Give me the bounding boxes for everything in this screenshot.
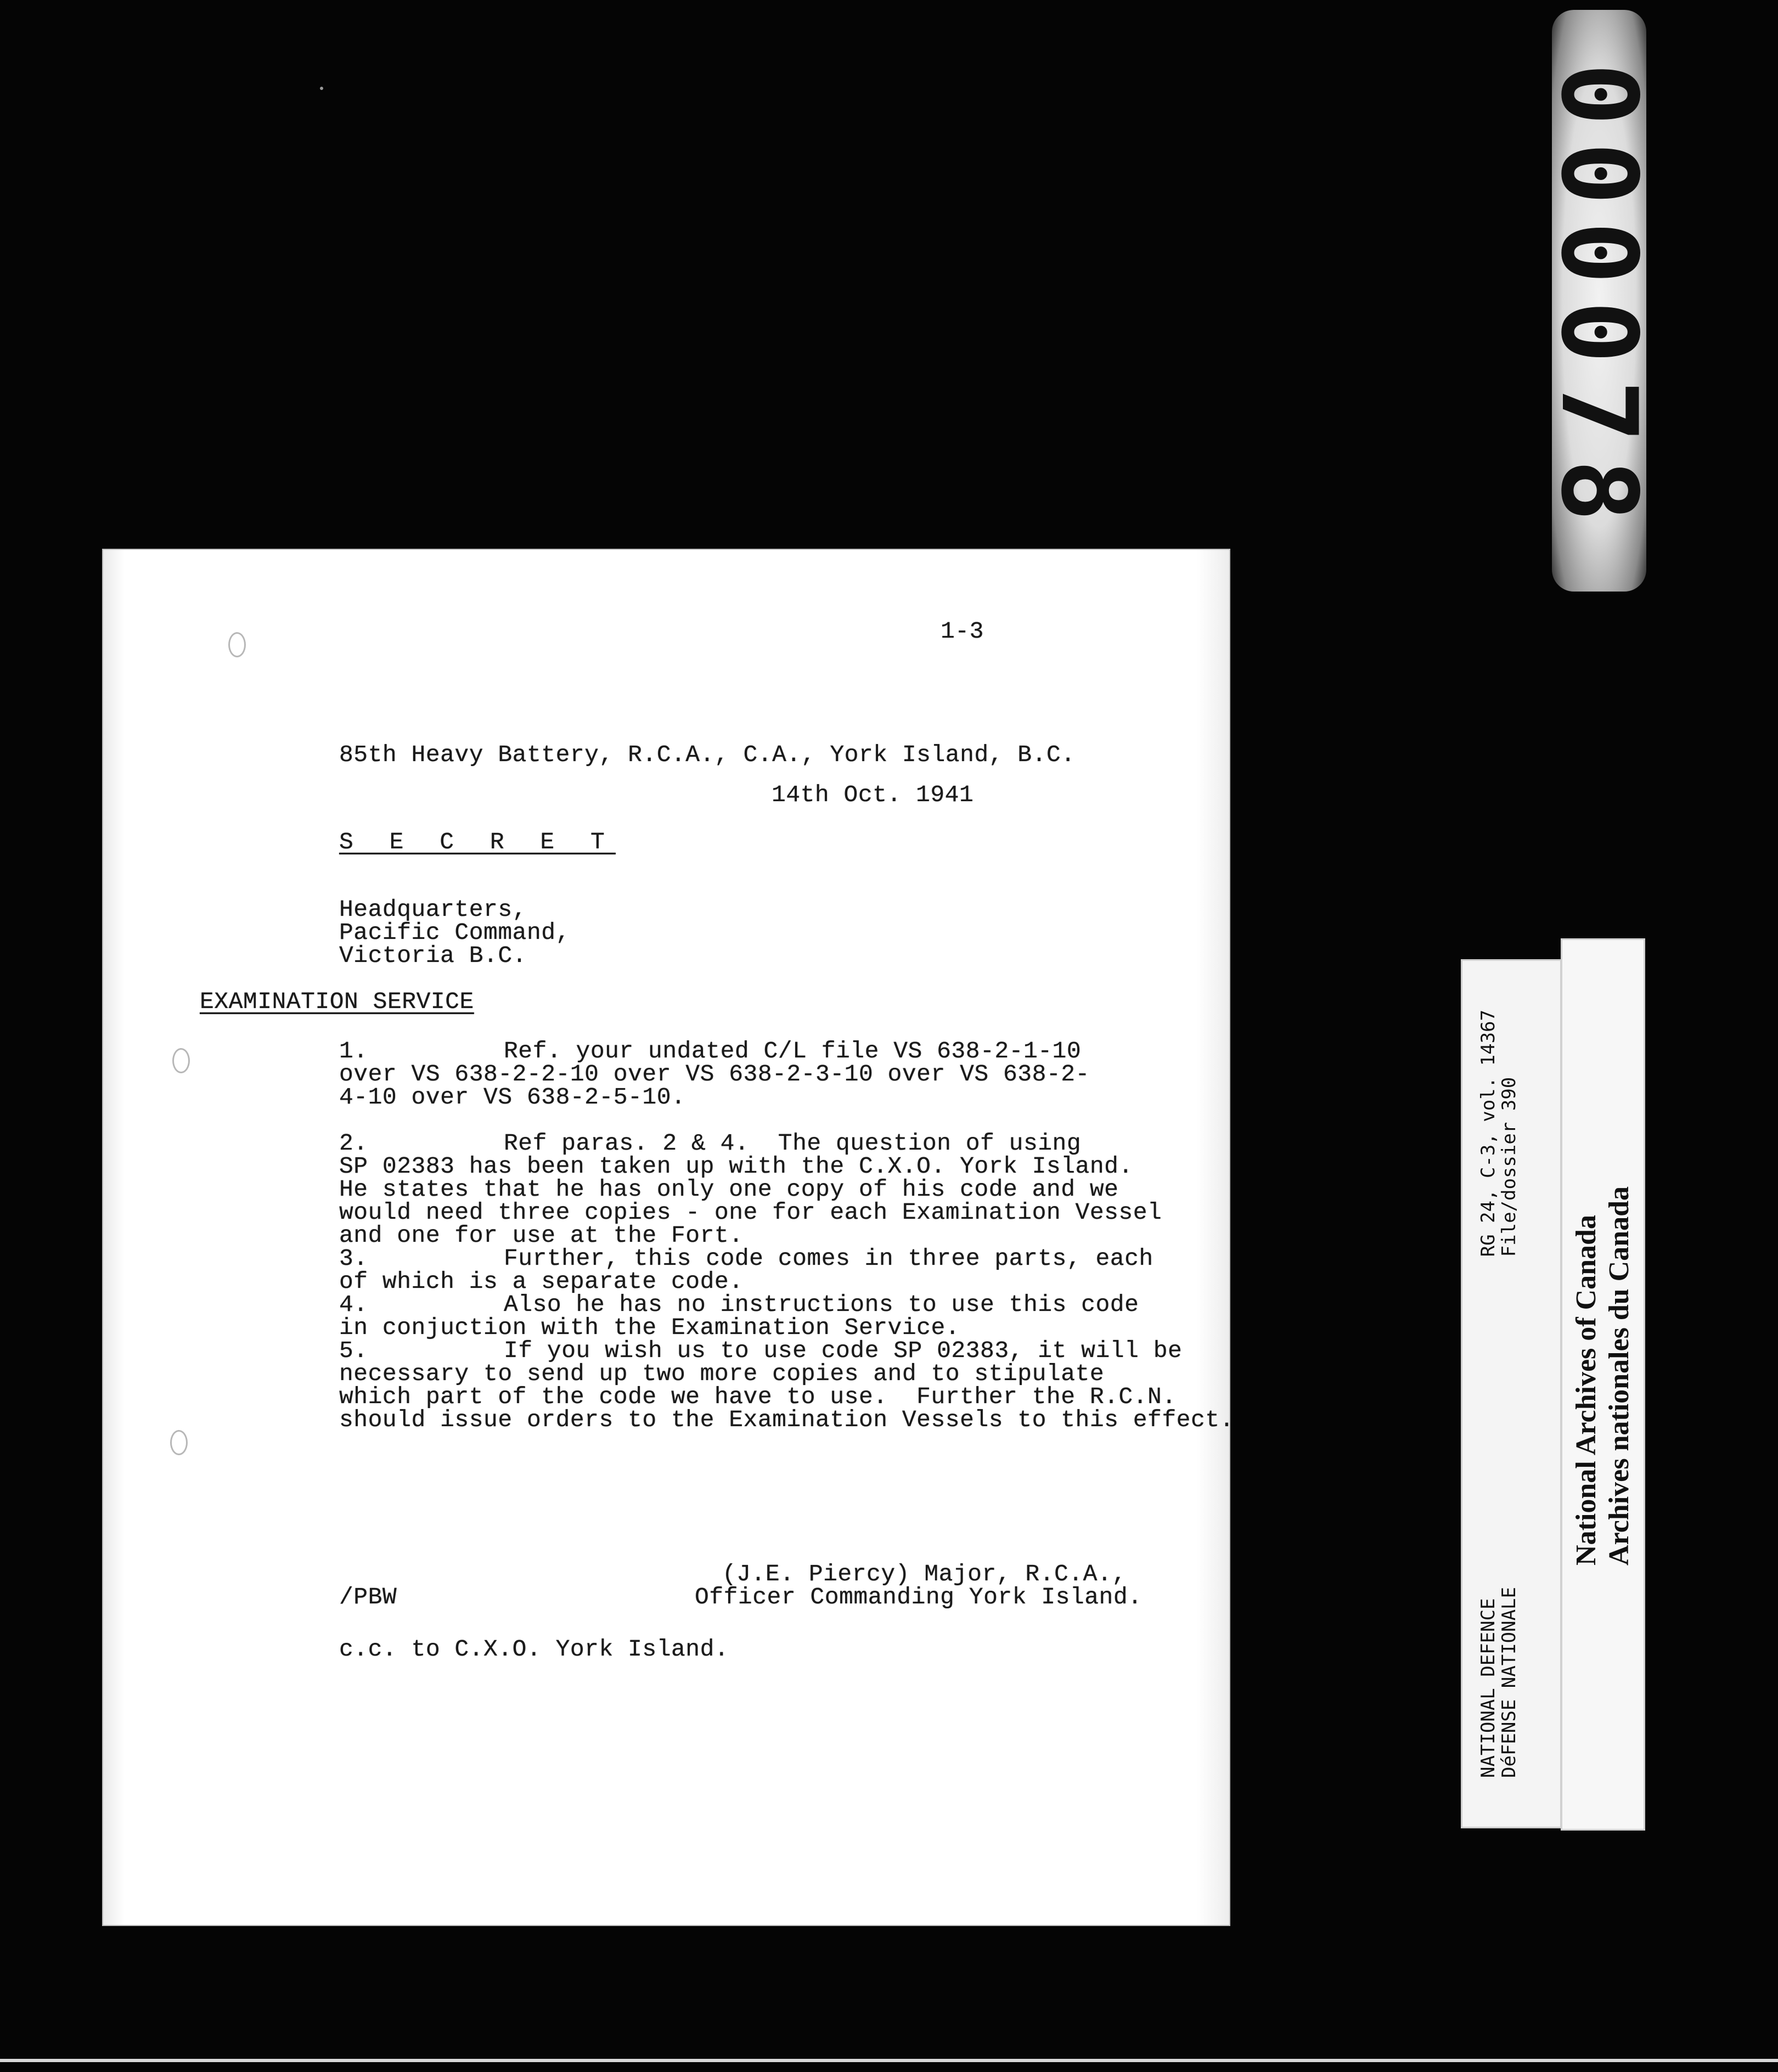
letter-date: 14th Oct. 1941	[772, 781, 974, 808]
recipient-line-3: Victoria B.C.	[339, 942, 527, 969]
punch-hole	[172, 1048, 190, 1073]
recipient-line-2: Pacific Command,	[339, 919, 570, 946]
frame-counter	[1538, 10, 1660, 592]
subject-heading: EXAMINATION SERVICE	[200, 988, 474, 1015]
para-2-number: 2.	[339, 1130, 368, 1157]
frame-number: 000078	[1538, 63, 1660, 539]
para-1-number: 1.	[339, 1038, 368, 1065]
para-1-line-1: Ref. your undated C/L file VS 638-2-1-10	[504, 1038, 1082, 1065]
archive-name-text	[1565, 973, 1641, 1796]
para-5-line-3: which part of the code we have to use. Further the R.C.N.	[339, 1383, 1177, 1410]
film-edge	[0, 2059, 1778, 2062]
signature-name: (J.E. Piercy) Major, R.C.A.,	[722, 1561, 1127, 1587]
para-2-line-2: SP 02383 has been taken up with the C.X.O. York Island.	[339, 1153, 1133, 1180]
department-name-en: NATIONAL DEFENCE	[1477, 1598, 1499, 1778]
page-number: 1-3	[941, 618, 984, 645]
record-group-reference: RG 24, C-3, vol. 14367	[1477, 1010, 1499, 1257]
recipient-line-1: Headquarters,	[339, 896, 527, 923]
para-1-line-2: over VS 638-2-2-10 over VS 638-2-3-10 over VS 638-2-	[339, 1061, 1090, 1088]
para-5-line-4: should issue orders to the Examination Vessels to this effect.	[339, 1406, 1234, 1433]
para-4-number: 4.	[339, 1291, 368, 1318]
archive-name-label	[1561, 938, 1645, 1831]
signature-title: Officer Commanding York Island.	[695, 1584, 1143, 1611]
para-5-line-2: necessary to send up two more copies and to stipulate	[339, 1360, 1105, 1387]
para-3-number: 3.	[339, 1245, 368, 1272]
dust-speck	[320, 87, 323, 90]
para-4-line-1: Also he has no instructions to use this code	[504, 1291, 1139, 1318]
para-4-line-2: in conjuction with the Examination Service.	[339, 1314, 960, 1341]
para-2-line-1: Ref paras. 2 & 4. The question of using	[504, 1130, 1082, 1157]
typist-initials: /PBW	[339, 1584, 397, 1611]
para-2-line-3: He states that he has only one copy of his code and we	[339, 1176, 1119, 1203]
archive-name-en: National Archives of Canada	[1571, 1215, 1602, 1566]
file-reference: File/dossier 390	[1498, 1077, 1520, 1257]
para-2-line-5: and one for use at the Fort.	[339, 1222, 744, 1249]
punch-hole	[170, 1430, 188, 1455]
para-1-line-3: 4-10 over VS 638-2-5-10.	[339, 1084, 686, 1111]
department-name-fr: DéFENSE NATIONALE	[1498, 1587, 1520, 1778]
archive-reference-text	[1465, 1010, 1558, 1778]
para-3-line-2: of which is a separate code.	[339, 1268, 744, 1295]
letter-sheet	[102, 549, 1234, 1926]
punch-hole	[228, 632, 246, 657]
carbon-copy-line: c.c. to C.X.O. York Island.	[339, 1636, 729, 1663]
archive-reference-label	[1461, 959, 1562, 1828]
para-5-line-1: If you wish us to use code SP 02383, it will be	[504, 1337, 1183, 1364]
para-5-number: 5.	[339, 1337, 368, 1364]
archive-name-fr: Archives nationales du Canada	[1603, 1186, 1635, 1566]
para-3-line-1: Further, this code comes in three parts, each	[504, 1245, 1154, 1272]
para-2-line-4: would need three copies - one for each Examination Vessel	[339, 1199, 1162, 1226]
classification: S E C R E T	[339, 829, 616, 855]
sender-address: 85th Heavy Battery, R.C.A., C.A., York Island, B.C.	[339, 741, 1076, 768]
